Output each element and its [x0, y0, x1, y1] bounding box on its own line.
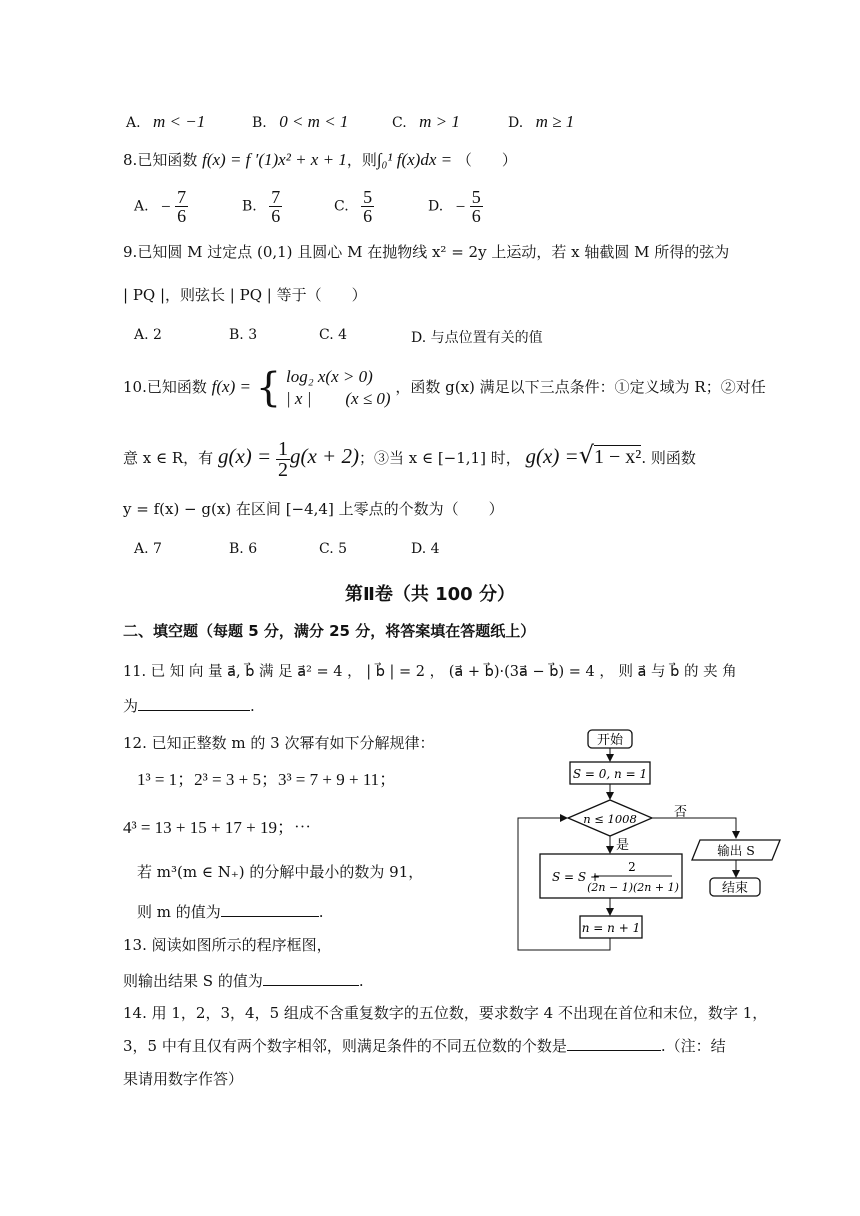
numerator: 5	[471, 187, 481, 207]
q10-stem-line1	[123, 362, 766, 412]
q7-option-a	[126, 112, 205, 132]
q10-option-d	[411, 541, 440, 557]
option-text: 与点位置有关的值	[430, 330, 543, 346]
program-flowchart	[508, 722, 798, 962]
q14-text: 3，5 中有且仅有两个数字相邻，则满足条件的不同五位数的个数是	[123, 1037, 567, 1055]
option-label: A.	[134, 541, 149, 557]
option-label: D.	[411, 330, 427, 346]
q10-stem-line3	[123, 499, 504, 519]
option-fraction	[175, 188, 188, 225]
q13-text: .	[358, 972, 364, 990]
option-label: A.	[134, 327, 149, 343]
piecewise-cases	[286, 366, 391, 410]
flow-no-label: 否	[674, 805, 688, 820]
denominator: 6	[177, 206, 187, 226]
q12-text: 则 m 的值为	[137, 903, 221, 921]
q14-text: .（注：结	[660, 1037, 726, 1055]
q8-option-c	[334, 188, 374, 225]
option-label: C.	[334, 198, 349, 215]
option-expr: m < −1	[153, 112, 206, 131]
q12-answer-blank[interactable]	[221, 902, 319, 917]
q11-line2	[123, 696, 255, 716]
q10-text: . 则函数	[641, 449, 696, 467]
question-number: 8.	[123, 151, 138, 169]
option-text: 7	[153, 541, 162, 557]
flow-yes-label: 是	[616, 838, 630, 853]
numerator: 7	[177, 187, 187, 207]
option-fraction	[269, 188, 282, 225]
q14-text: 果请用数字作答）	[123, 1070, 244, 1088]
option-label: A.	[126, 115, 141, 131]
option-sign: −	[455, 196, 466, 216]
option-label: C.	[319, 541, 334, 557]
option-sign: −	[161, 196, 171, 216]
q12-line4	[137, 862, 423, 882]
q8-option-b	[242, 188, 282, 225]
q13-line1	[123, 935, 332, 955]
q10-f-lhs: f(x) =	[211, 377, 251, 396]
q9-stem-line2	[123, 285, 367, 305]
q12-line3	[123, 818, 311, 838]
option-label: B.	[242, 198, 257, 215]
q12-text: .	[318, 903, 324, 921]
option-label: A.	[134, 198, 149, 215]
flow-condition-label: n ≤ 1008	[583, 812, 637, 826]
option-label: B.	[252, 115, 267, 131]
option-expr: 0 < m < 1	[279, 112, 349, 131]
denominator: 6	[363, 206, 373, 226]
case-nonpositive: | x | (x ≤ 0)	[285, 389, 391, 408]
q10-g: g(x) =	[217, 444, 272, 468]
q10-g: g(x) =	[525, 444, 579, 468]
option-expr: m > 1	[419, 112, 460, 131]
option-text: 5	[338, 541, 348, 557]
q12-line5	[137, 902, 324, 922]
q10-text: 已知函数	[146, 378, 207, 396]
q10-text: ；③当 x ∈ [−1,1] 时，	[358, 449, 521, 467]
q10-text: ，函数 g(x) 满足以下三点条件：①定义域为 R；②对任	[395, 378, 766, 396]
option-text: 2	[153, 327, 162, 343]
option-text: 6	[248, 541, 258, 557]
q11-text: 11. 已 知 向 量 a⃗, b⃗ 满 足 a⃗² = 4 ， | b⃗ | = 2 ， (a⃗ + b⃗)·(3a⃗ − b⃗) = 4 ， 则 a⃗ 与 b⃗ 的 夹 角	[123, 664, 737, 680]
option-text: 4	[338, 327, 348, 343]
part2-title: 第Ⅱ卷（共 100 分）	[345, 584, 515, 605]
option-label: B.	[229, 541, 244, 557]
q13-line2	[123, 971, 364, 991]
question-number: 9.	[123, 243, 138, 261]
q14-line3	[123, 1069, 243, 1089]
q7-option-d	[508, 112, 574, 132]
option-label: D.	[411, 541, 427, 557]
sqrt-argument: 1 − x²	[594, 446, 642, 468]
denominator: 2	[277, 458, 288, 481]
option-text: 4	[430, 541, 440, 557]
question-number: 10.	[123, 378, 147, 396]
numerator: 1	[277, 437, 288, 460]
q8-option-a	[134, 188, 188, 225]
q12-line2	[137, 770, 396, 790]
case-positive: log₂ x(x > 0)	[285, 367, 373, 386]
q9-option-b	[229, 327, 257, 343]
q10-option-a	[134, 541, 162, 557]
flow-update-numerator: 2	[628, 860, 636, 874]
q13-answer-blank[interactable]	[263, 971, 359, 986]
option-label: C.	[319, 327, 334, 343]
q10-text: 意 x ∈ R，有	[123, 449, 214, 467]
option-label: C.	[392, 115, 407, 131]
flow-output-label: 输出 S	[717, 843, 755, 858]
q7-option-b	[252, 112, 348, 132]
q14-line1	[123, 1003, 767, 1023]
q11-text: 为	[123, 697, 139, 715]
option-label: D.	[428, 198, 444, 215]
q11-answer-blank[interactable]	[138, 696, 250, 711]
flow-increment-label: n = n + 1	[581, 921, 641, 935]
q12-line1	[123, 733, 434, 753]
q8-stem-text: 已知函数	[137, 151, 198, 169]
q13-text: 13. 阅读如图所示的程序框图，	[123, 936, 332, 954]
flow-end-label: 结束	[721, 881, 749, 896]
q11-line1	[123, 662, 737, 682]
option-expr: m ≥ 1	[535, 112, 575, 131]
option-label: B.	[229, 327, 244, 343]
q10-text: y = f(x) − g(x) 在区间 [−4,4] 上零点的个数为（ ）	[123, 500, 504, 518]
flow-update-denominator: (2n − 1)(2n + 1)	[587, 881, 679, 894]
q10-stem-line2	[123, 432, 696, 481]
piecewise-brace: {	[255, 365, 282, 411]
flow-update-lhs: S = S +	[552, 870, 600, 884]
half-fraction	[276, 439, 290, 480]
q8-option-d	[428, 188, 483, 225]
numerator: 5	[363, 187, 373, 207]
q10-option-b	[229, 541, 257, 557]
q9-option-a	[134, 327, 162, 343]
q12-pattern: 4³ = 13 + 15 + 17 + 19；⋯	[123, 818, 311, 837]
q10-option-c	[319, 541, 347, 557]
q7-option-c	[392, 112, 460, 132]
q10-g-shift: g(x + 2)	[289, 444, 359, 468]
q9-stem-line1	[123, 242, 729, 262]
q9-text: | PQ |，则弦长 | PQ | 等于（ ）	[123, 286, 367, 304]
section2-title: 二、填空题（每题 5 分，满分 25 分，将答案填在答题纸上）	[123, 622, 536, 640]
q9-option-c	[319, 327, 347, 343]
q8-function: f(x) = f ′(1)x² + x + 1	[202, 150, 347, 169]
q12-text: 12. 已知正整数 m 的 3 次幂有如下分解规律：	[123, 734, 435, 752]
q8-stem	[123, 150, 517, 170]
q9-option-d	[411, 327, 543, 347]
q8-connector: ，则	[346, 151, 377, 169]
q9-text: 已知圆 M 过定点 (0,1) 且圆心 M 在抛物线 x² = 2y 上运动，若 x 轴截圆 M 所得的弦为	[137, 243, 730, 261]
denominator: 6	[471, 206, 481, 226]
numerator: 7	[271, 187, 281, 207]
q12-pattern: 1³ = 1；2³ = 3 + 5；3³ = 7 + 9 + 11；	[137, 770, 397, 789]
option-fraction	[470, 188, 483, 225]
flow-start-label: 开始	[596, 733, 624, 748]
denominator: 6	[271, 206, 281, 226]
q14-answer-blank[interactable]	[567, 1036, 661, 1051]
option-text: 3	[248, 327, 258, 343]
q14-text: 14. 用 1，2，3，4，5 组成不含重复数字的五位数，要求数字 4 不出现在首位和末位，数字 1，	[123, 1004, 768, 1022]
sqrt-sign: √	[578, 441, 595, 469]
flow-init-label: S = 0, n = 1	[572, 767, 648, 781]
answer-paren: （ ）	[456, 151, 517, 169]
q11-text: .	[250, 697, 255, 715]
option-fraction	[361, 188, 374, 225]
q12-text: 若 m³(m ∈ N₊) 的分解中最小的数为 91，	[137, 863, 424, 881]
option-label: D.	[508, 115, 524, 131]
q8-integral: ∫₀¹ f(x)dx =	[376, 150, 453, 169]
q14-line2	[123, 1036, 726, 1056]
q13-text: 则输出结果 S 的值为	[123, 972, 263, 990]
